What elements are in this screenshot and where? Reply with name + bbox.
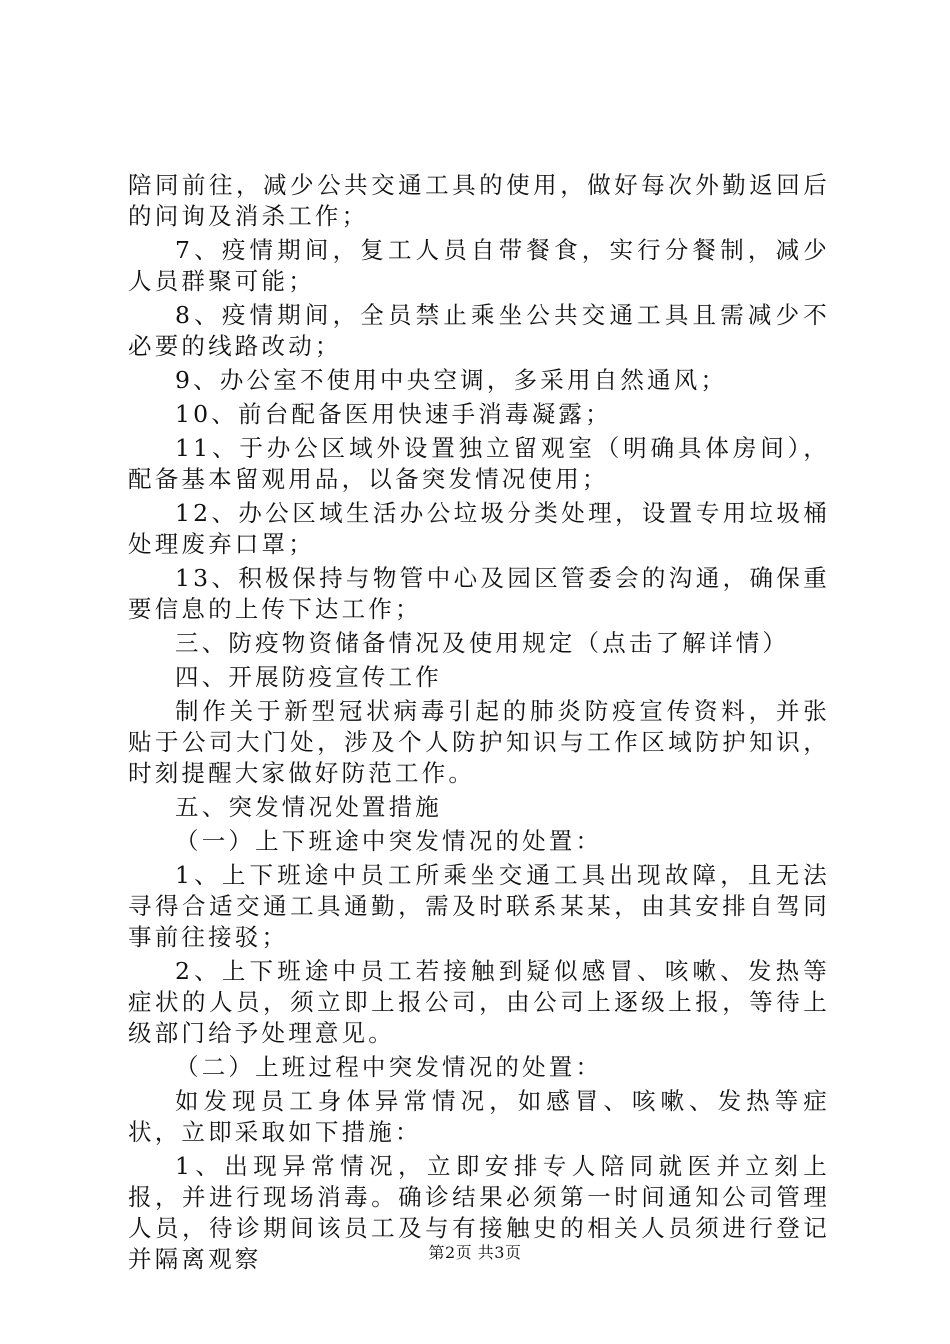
paragraph: 制作关于新型冠状病毒引起的肺炎防疫宣传资料，并张贴于公司大门处，涉及个人防护知识与工作区域防护知识，时刻提醒大家做好防范工作。 xyxy=(128,697,830,787)
document-body xyxy=(128,170,830,1278)
paragraph: 陪同前往，减少公共交通工具的使用，做好每次外勤返回后的问询及消杀工作； xyxy=(128,171,830,230)
paragraph: 1、出现异常情况，立即安排专人陪同就医并立刻上报，并进行现场消毒。确诊结果必须第一时间通知公司管理人员，待诊期间该员工及与有接触史的相关人员须进行登记并隔离观察 xyxy=(128,1152,830,1273)
subsection-heading: （二）上班过程中突发情况的处置： xyxy=(175,1053,603,1081)
paragraph: 1、上下班途中员工所乘坐交通工具出现故障，且无法寻得合适交通工具通勤，需及时联系某某，由其安排自驾同事前往接驳； xyxy=(128,861,830,951)
paragraph: 12、办公区域生活办公垃圾分类处理，设置专用垃圾桶处理废弃口罩； xyxy=(128,499,830,558)
page-number: 第2页 共3页 xyxy=(428,1243,522,1262)
paragraph: 13、积极保持与物管中心及园区管委会的沟通，确保重要信息的上传下达工作； xyxy=(128,564,830,623)
section-heading: 五、突发情况处置措施 xyxy=(175,793,442,821)
paragraph: 8、疫情期间，全员禁止乘坐公共交通工具且需减少不必要的线路改动； xyxy=(128,301,830,360)
paragraph: 9、办公室不使用中央空调，多采用自然通风； xyxy=(175,366,728,394)
paragraph: 7、疫情期间，复工人员自带餐食，实行分餐制，减少人员群聚可能； xyxy=(128,236,830,295)
section-heading: 三、防疫物资储备情况及使用规定（点击了解详情） xyxy=(175,629,790,657)
paragraph: 如发现员工身体异常情况，如感冒、咳嗽、发热等症状，立即采取如下措施： xyxy=(128,1087,830,1146)
paragraph: 2、上下班途中员工若接触到疑似感冒、咳嗽、发热等症状的人员，须立即上报公司，由公司上逐级上报，等待上级部门给予处理意见。 xyxy=(128,957,830,1047)
section-heading: 四、开展防疫宣传工作 xyxy=(175,663,442,691)
subsection-heading: （一）上下班途中突发情况的处置： xyxy=(175,827,603,855)
paragraph: 11、于办公区域外设置独立留观室（明确具体房间），配备基本留观用品，以备突发情况使用； xyxy=(128,434,830,493)
paragraph: 10、前台配备医用快速手消毒凝露； xyxy=(175,400,612,428)
